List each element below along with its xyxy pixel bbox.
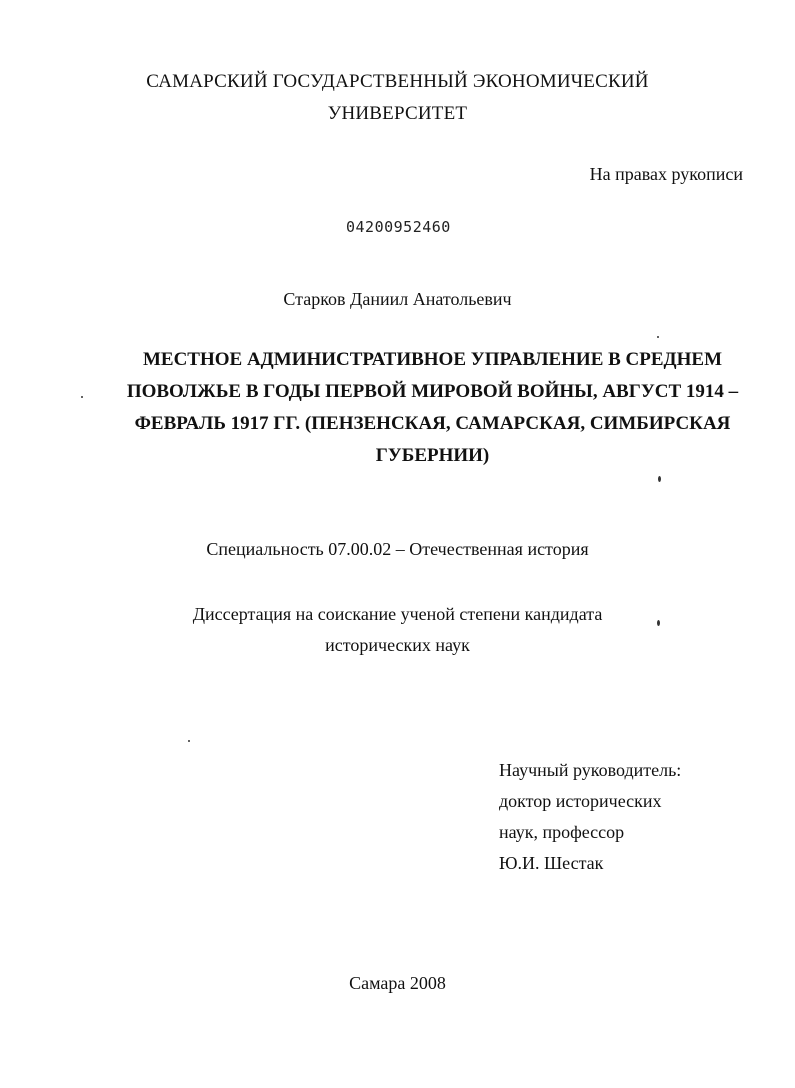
- degree-line-1: Диссертация на соискание ученой степени кандидата: [192, 604, 603, 624]
- registration-number: 04200952460: [346, 218, 451, 236]
- advisor-degree-line-1: доктор исторических: [499, 791, 662, 811]
- institution-line-2: УНИВЕРСИТЕТ: [327, 103, 468, 124]
- institution-line-1: САМАРСКИЙ ГОСУДАРСТВЕННЫЙ ЭКОНОМИЧЕСКИЙ: [146, 71, 649, 92]
- institution-name: [0, 66, 795, 130]
- scan-speck: [657, 620, 660, 626]
- scan-speck: [658, 476, 661, 482]
- advisor-name: Ю.И. Шестак: [499, 853, 604, 873]
- manuscript-rights-note: На правах рукописи: [589, 164, 743, 184]
- specialty-line: Специальность 07.00.02 – Отечественная история: [206, 539, 589, 559]
- place-and-year: Самара 2008: [349, 973, 446, 993]
- degree-statement: [0, 599, 795, 661]
- scientific-advisor-block: [499, 755, 681, 879]
- scan-speck: [81, 396, 83, 398]
- advisor-degree-line-2: наук, профессор: [499, 822, 625, 842]
- scan-speck: [657, 336, 659, 338]
- dissertation-title: МЕСТНОЕ АДМИНИСТРАТИВНОЕ УПРАВЛЕНИЕ В СРЕДНЕМ ПОВОЛЖЬЕ В ГОДЫ ПЕРВОЙ МИРОВОЙ ВОЙНЫ, АВГУСТ 1914 – ФЕВРАЛЬ 1917 ГГ. (ПЕНЗЕНСКАЯ, САМАРСКАЯ, СИМБИРСКАЯ ГУБЕРНИИ): [126, 349, 739, 466]
- advisor-label: Научный руководитель:: [499, 760, 682, 780]
- author-name: Старков Даниил Анатольевич: [283, 289, 512, 309]
- scan-speck: [188, 740, 190, 742]
- degree-line-2: исторических наук: [325, 635, 470, 655]
